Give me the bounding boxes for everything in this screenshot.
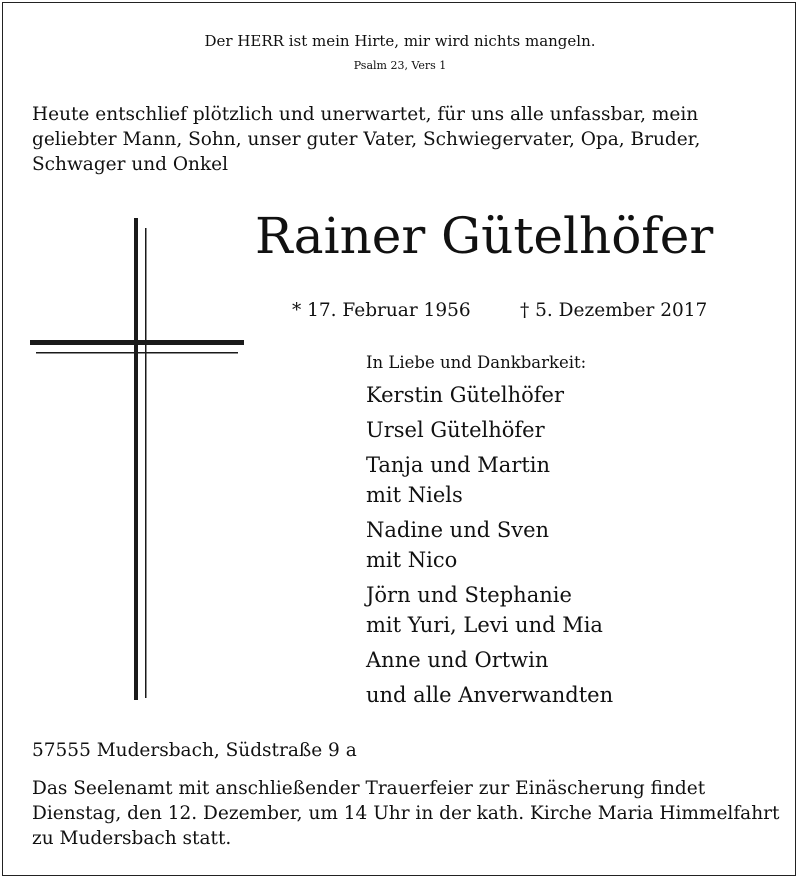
family-member (366, 380, 776, 410)
family-member-name: Nadine und Sven (366, 518, 550, 542)
cross-vertical-thin (145, 228, 147, 698)
life-dates (292, 298, 762, 324)
death-date: † 5. Dezember 2017 (520, 300, 708, 321)
latin-cross-icon (30, 218, 244, 700)
family-member (366, 680, 776, 710)
family-member-name: Ursel Gütelhöfer (366, 418, 545, 442)
cross-horizontal-thick (30, 340, 244, 345)
family-member-children: mit Yuri, Levi und Mia (366, 613, 603, 637)
family-member-name: Jörn und Stephanie (366, 583, 572, 607)
motto-quote: Der HERR ist mein Hirte, mir wird nichts mangeln. (204, 32, 596, 50)
service-notice: Das Seelenamt mit anschließender Trauerfeier zur Einäscherung findet Dienstag, den 12. Dezember, um 14 Uhr in der kath. Kirche Maria Himmelfahrt zu Mudersbach statt. (32, 778, 780, 849)
intro-text: Heute entschlief plötzlich und unerwartet, für uns alle unfassbar, mein geliebter Mann, Sohn, unser guter Vater, Schwiegervater, Opa, Bruder, Schwager und Onkel (32, 104, 701, 175)
family-member-name: und alle Anverwandten (366, 683, 614, 707)
cross-horizontal-thin (36, 352, 238, 354)
family-member-name: Tanja und Martin (366, 453, 551, 477)
family-heading: In Liebe und Dankbarkeit: (366, 353, 587, 372)
family-list (366, 350, 776, 715)
family-member (366, 580, 776, 640)
cross-vertical-thick (134, 218, 138, 700)
family-member (366, 415, 776, 445)
family-member-children: mit Niels (366, 483, 463, 507)
address-line: 57555 Mudersbach, Südstraße 9 a (32, 740, 357, 761)
birth-date: * 17. Februar 1956 (292, 300, 471, 321)
family-member-name: Kerstin Gütelhöfer (366, 383, 565, 407)
family-member-children: mit Nico (366, 548, 458, 572)
family-member (366, 515, 776, 575)
family-member (366, 450, 776, 510)
motto-source: Psalm 23, Vers 1 (353, 59, 447, 72)
family-member-name: Anne und Ortwin (366, 648, 549, 672)
family-member (366, 645, 776, 675)
deceased-name: Rainer Gütelhöfer (255, 207, 714, 265)
